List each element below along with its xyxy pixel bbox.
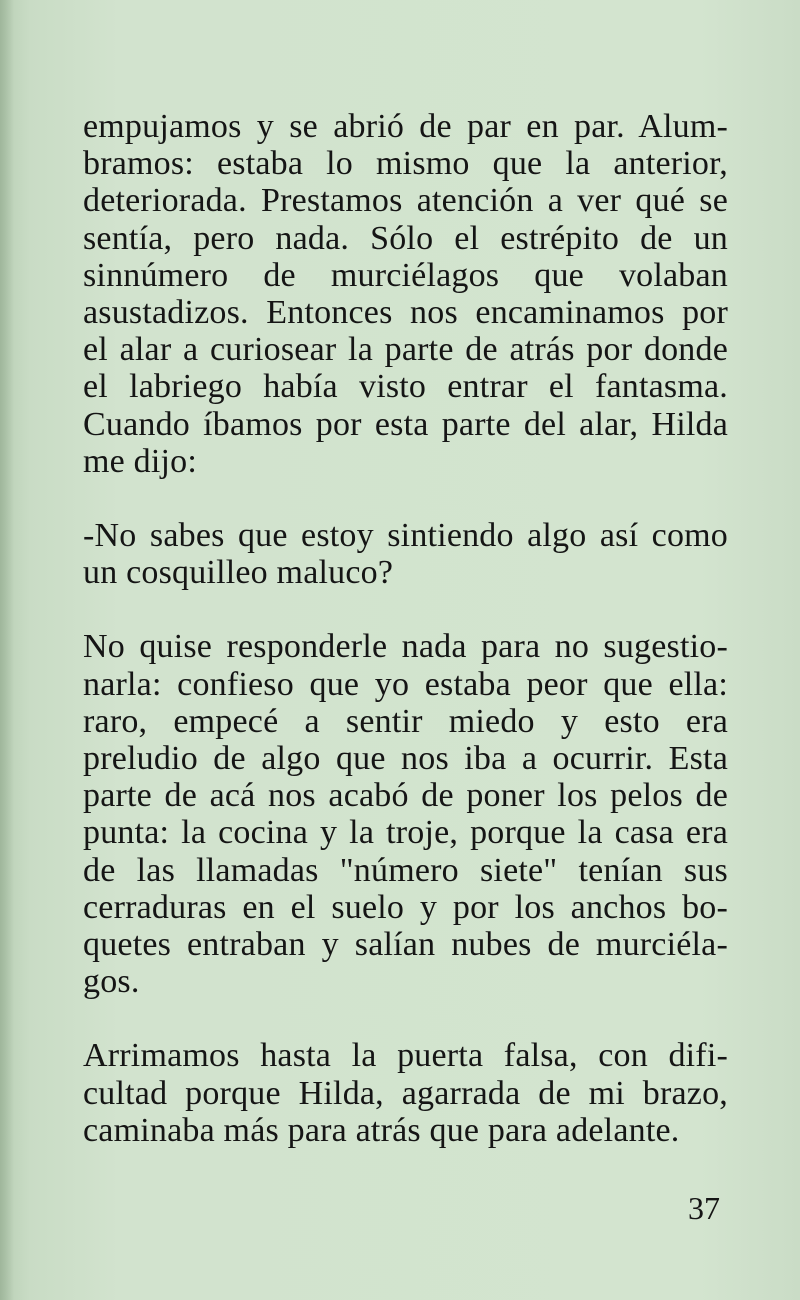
- text-line: el labriego había visto entrar el fantasma.: [83, 368, 728, 406]
- paragraph-gap: [83, 591, 728, 628]
- paragraph-gap: [83, 480, 728, 517]
- text-line: bramos: estaba lo mismo que la anterior,: [83, 145, 728, 183]
- text-line: parte de acá nos acabó de poner los pelos de: [83, 777, 728, 815]
- text-line: -No sabes que estoy sintiendo algo así como: [83, 517, 728, 555]
- paragraph-4: [83, 1037, 728, 1149]
- text-line: asustadizos. Entonces nos encaminamos por: [83, 294, 728, 332]
- text-line: cultad porque Hilda, agarrada de mi brazo,: [83, 1074, 728, 1112]
- text-line: punta: la cocina y la troje, porque la casa era: [83, 814, 728, 852]
- text-line: Cuando íbamos por esta parte del alar, Hilda: [83, 405, 728, 443]
- text-line: cerraduras en el suelo y por los anchos bo-: [83, 888, 728, 926]
- text-line: raro, empecé a sentir miedo y esto era: [83, 702, 728, 740]
- page-number: 37: [688, 1190, 720, 1226]
- text-line: un cosquilleo maluco?: [83, 554, 394, 592]
- text-line: empujamos y se abrió de par en par. Alum-: [83, 108, 728, 145]
- text-line: me dijo:: [83, 442, 197, 480]
- text-line: caminaba más para atrás que para adelante.: [83, 1111, 680, 1149]
- paragraph-2: [83, 517, 728, 591]
- paragraph-1: [83, 108, 728, 480]
- binding-shadow: [0, 0, 14, 1300]
- text-line: sinnúmero de murciélagos que volaban: [83, 256, 728, 294]
- text-line: quetes entraban y salían nubes de murciéla-: [83, 926, 728, 964]
- text-line: gos.: [83, 963, 140, 1001]
- paragraph-gap: [83, 1000, 728, 1037]
- text-line: preludio de algo que nos iba a ocurrir. Esta: [83, 740, 728, 778]
- text-line: Arrimamos hasta la puerta falsa, con difi-: [83, 1037, 728, 1075]
- text-line: narla: confieso que yo estaba peor que ella:: [83, 665, 728, 703]
- body-text: [83, 108, 728, 1149]
- text-line: de las llamadas "número siete" tenían sus: [83, 851, 728, 889]
- text-line: sentía, pero nada. Sólo el estrépito de un: [83, 219, 728, 257]
- text-line: No quise responderle nada para no sugestio-: [83, 628, 728, 666]
- paragraph-3: [83, 628, 728, 1000]
- text-line: deteriorada. Prestamos atención a ver qué se: [83, 182, 728, 220]
- text-line: el alar a curiosear la parte de atrás por donde: [83, 331, 728, 369]
